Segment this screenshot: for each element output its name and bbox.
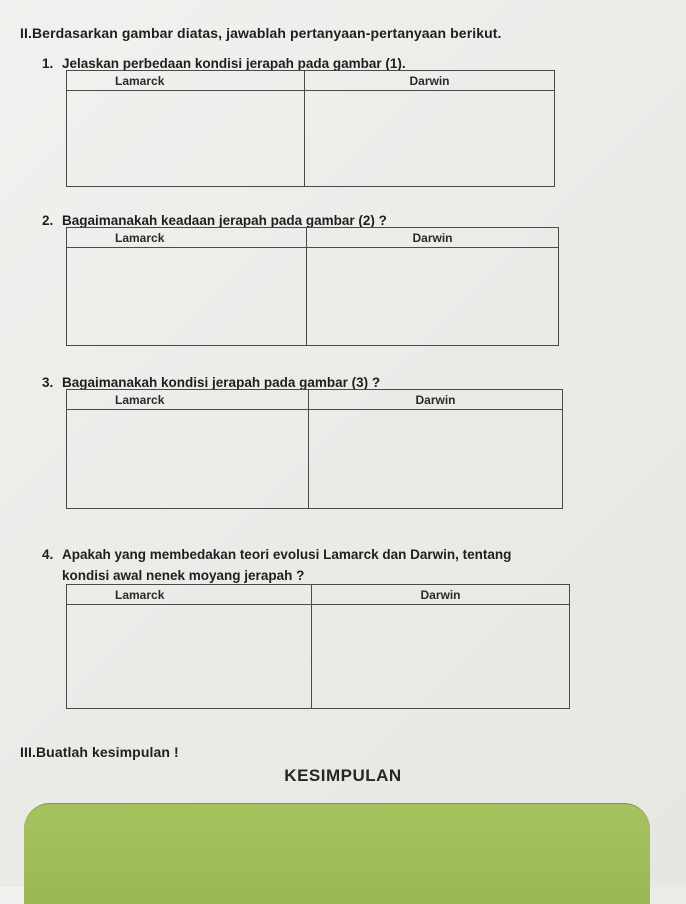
column-header-lamarck: Lamarck [67, 228, 307, 248]
column-header-darwin: Darwin [312, 585, 570, 605]
column-header-darwin: Darwin [307, 228, 559, 248]
answer-table-2 [66, 227, 559, 346]
section-2-title: II.Berdasarkan gambar diatas, jawablah pertanyaan-pertanyaan berikut. [20, 25, 502, 41]
question-2-text: Bagaimanakah keadaan jerapah pada gambar (2) ? [62, 213, 387, 228]
column-header-lamarck: Lamarck [67, 585, 312, 605]
question-3-number: 3. [42, 375, 54, 390]
column-header-lamarck: Lamarck [67, 390, 309, 410]
answer-cell-darwin[interactable] [309, 410, 563, 509]
question-4-text-1: Apakah yang membedakan teori evolusi Lamarck dan Darwin, tentang [62, 547, 512, 562]
answer-cell-lamarck[interactable] [67, 91, 305, 187]
answer-cell-lamarck[interactable] [67, 605, 312, 709]
question-1-number: 1. [42, 56, 54, 71]
conclusion-box[interactable] [24, 803, 650, 904]
question-3-text: Bagaimanakah kondisi jerapah pada gambar (3) ? [62, 375, 381, 390]
question-2-number: 2. [42, 213, 54, 228]
answer-cell-darwin[interactable] [307, 248, 559, 346]
question-4-line-1 [42, 547, 511, 562]
answer-table-4 [66, 584, 570, 709]
column-header-darwin: Darwin [305, 71, 555, 91]
column-header-darwin: Darwin [309, 390, 563, 410]
question-4-line-2: kondisi awal nenek moyang jerapah ? [62, 568, 305, 583]
question-1 [42, 56, 406, 71]
question-1-text: Jelaskan perbedaan kondisi jerapah pada gambar (1). [62, 56, 406, 71]
question-3 [42, 375, 380, 390]
question-2 [42, 213, 387, 228]
answer-cell-lamarck[interactable] [67, 248, 307, 346]
conclusion-heading: KESIMPULAN [284, 766, 402, 785]
section-3-title: III.Buatlah kesimpulan ! [20, 744, 179, 760]
answer-cell-darwin[interactable] [312, 605, 570, 709]
answer-table-3 [66, 389, 563, 509]
question-4-number: 4. [42, 547, 54, 562]
answer-cell-darwin[interactable] [305, 91, 555, 187]
answer-table-1 [66, 70, 555, 187]
column-header-lamarck: Lamarck [67, 71, 305, 91]
answer-cell-lamarck[interactable] [67, 410, 309, 509]
